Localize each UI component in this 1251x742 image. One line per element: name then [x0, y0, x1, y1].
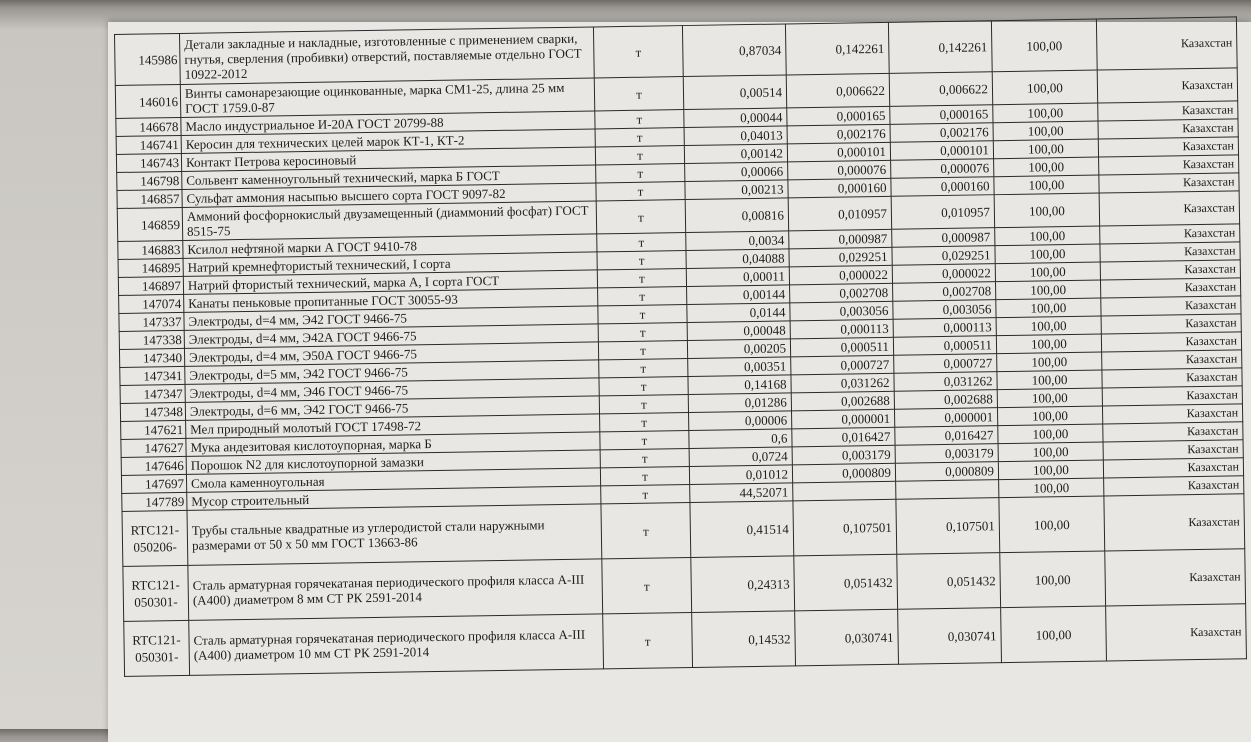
quantity-1-cell: 0,00044 — [684, 108, 787, 128]
quantity-3-cell: 0,000511 — [893, 336, 996, 356]
unit-cell: т — [598, 323, 687, 342]
quantity-3-cell: 0,031262 — [894, 372, 997, 392]
unit-cell: т — [595, 146, 684, 165]
item-code-cell: 147341 — [120, 366, 185, 385]
item-code-cell: 147627 — [121, 438, 186, 457]
country-cell: Казахстан — [1104, 476, 1244, 496]
quantity-1-cell: 0,00514 — [683, 75, 787, 110]
country-cell: Казахстан — [1103, 458, 1243, 478]
quantity-1-cell: 0,0724 — [689, 447, 792, 467]
percent-cell: 100,00 — [996, 316, 1101, 336]
country-cell: Казахстан — [1100, 278, 1240, 298]
item-code-cell: RTC121-050206- — [122, 510, 188, 566]
country-cell: Казахстан — [1100, 260, 1240, 280]
unit-cell: т — [601, 485, 690, 504]
percent-cell: 100,00 — [995, 226, 1100, 246]
country-cell: Казахстан — [1099, 155, 1239, 175]
quantity-1-cell: 0,87034 — [682, 24, 786, 77]
item-code-cell: 147646 — [121, 456, 186, 475]
item-name-cell: Электроды, d=4 мм, Э50А ГОСТ 9466-75 — [184, 342, 598, 367]
quantity-1-cell: 0,00816 — [685, 198, 789, 233]
country-cell: Казахстан — [1105, 549, 1246, 606]
quantity-1-cell: 0,00205 — [687, 339, 790, 359]
country-cell: Казахстан — [1099, 191, 1240, 226]
quantity-1-cell: 0,14532 — [692, 611, 796, 668]
item-name-cell: Электроды, d=5 мм, Э42 ГОСТ 9466-75 — [185, 360, 599, 385]
item-name-cell: Трубы стальные квадратные из углеродистой стали наружными размерами от 50 х 50 мм ГОСТ 13663-86 — [187, 504, 602, 565]
quantity-2-cell: 0,000511 — [790, 337, 893, 357]
percent-cell: 100,00 — [993, 103, 1098, 123]
percent-cell: 100,00 — [1001, 606, 1107, 663]
percent-cell: 100,00 — [991, 19, 1097, 72]
item-code-cell: 146857 — [117, 189, 182, 208]
unit-cell: т — [593, 26, 683, 78]
quantity-2-cell: 0,051432 — [794, 554, 898, 611]
percent-cell: 100,00 — [993, 139, 1098, 159]
unit-cell: т — [595, 110, 684, 129]
item-code-cell: 146798 — [117, 171, 182, 190]
quantity-3-cell: 0,002708 — [893, 282, 996, 302]
quantity-3-cell: 0,000987 — [892, 228, 995, 248]
country-cell: Казахстан — [1104, 494, 1245, 551]
quantity-2-cell: 0,000160 — [788, 178, 891, 198]
quantity-2-cell: 0,002176 — [787, 124, 890, 144]
country-cell: Казахстан — [1099, 173, 1239, 193]
quantity-2-cell: 0,000076 — [788, 160, 891, 180]
quantity-2-cell: 0,029251 — [789, 247, 892, 267]
quantity-3-cell: 0,000809 — [895, 462, 998, 482]
quantity-3-cell: 0,000001 — [894, 408, 997, 428]
unit-cell: т — [601, 503, 691, 559]
quantity-2-cell: 0,002688 — [791, 391, 894, 411]
item-code-cell: 147340 — [119, 348, 184, 367]
percent-cell: 100,00 — [997, 352, 1102, 372]
percent-cell: 100,00 — [997, 388, 1102, 408]
quantity-2-cell: 0,000987 — [789, 229, 892, 249]
item-code-cell: 146883 — [118, 240, 183, 259]
quantity-3-cell: 0,000160 — [891, 177, 994, 197]
country-cell: Казахстан — [1106, 604, 1247, 661]
percent-cell: 100,00 — [999, 478, 1104, 498]
quantity-3-cell: 0,003179 — [895, 444, 998, 464]
quantity-1-cell: 0,0144 — [687, 303, 790, 323]
unit-cell: т — [596, 182, 685, 201]
quantity-1-cell: 0,24313 — [691, 556, 795, 613]
item-name-cell: Смола каменноугольная — [186, 468, 600, 493]
percent-cell: 100,00 — [993, 121, 1098, 141]
quantity-2-cell: 0,010957 — [788, 196, 892, 231]
unit-cell: т — [598, 341, 687, 360]
quantity-3-cell: 0,000727 — [894, 354, 997, 374]
item-code-cell: RTC121-050301- — [124, 620, 190, 676]
percent-cell: 100,00 — [998, 460, 1103, 480]
item-code-cell: 146859 — [117, 207, 183, 241]
quantity-2-cell: 0,000001 — [792, 409, 895, 429]
item-code-cell: 147338 — [119, 330, 184, 349]
item-name-cell: Аммоний фосфорнокислый двузамещенный (диаммоний фосфат) ГОСТ 8515-75 — [182, 201, 596, 240]
country-cell: Казахстан — [1103, 440, 1243, 460]
quantity-3-cell: 0,142261 — [888, 21, 992, 74]
percent-cell: 100,00 — [994, 175, 1099, 195]
quantity-1-cell: 0,00006 — [689, 411, 792, 431]
quantity-2-cell: 0,000101 — [787, 142, 890, 162]
quantity-1-cell: 44,52071 — [690, 483, 793, 503]
item-code-cell: 146016 — [115, 84, 181, 118]
unit-cell: т — [600, 467, 689, 486]
country-cell: Казахстан — [1101, 332, 1241, 352]
item-name-cell: Мусор строительный — [187, 486, 601, 511]
item-code-cell: 147697 — [121, 474, 186, 493]
quantity-3-cell: 0,002688 — [894, 390, 997, 410]
item-code-cell: 145986 — [115, 33, 181, 85]
item-name-cell: Сталь арматурная горячекатаная периодического профиля класса А-III (А400) диаметром 10 мм СТ РК 2591-2014 — [189, 614, 604, 675]
country-cell: Казахстан — [1102, 386, 1242, 406]
item-name-cell: Натрий кремнефтористый технический, I сорта — [183, 252, 597, 277]
quantity-3-cell: 0,010957 — [891, 195, 995, 230]
percent-cell: 100,00 — [999, 496, 1105, 553]
quantity-2-cell — [793, 481, 896, 501]
unit-cell: т — [595, 128, 684, 147]
item-code-cell: 147348 — [120, 402, 185, 421]
item-code-cell: 147074 — [119, 294, 184, 313]
percent-cell: 100,00 — [995, 244, 1100, 264]
item-name-cell: Мел природный молотый ГОСТ 17498-72 — [186, 414, 600, 439]
quantity-2-cell: 0,030741 — [795, 609, 899, 666]
quantity-2-cell: 0,006622 — [786, 73, 890, 108]
unit-cell: т — [597, 233, 686, 252]
item-code-cell: 146678 — [116, 117, 181, 136]
quantity-1-cell: 0,00213 — [685, 180, 788, 200]
quantity-2-cell: 0,031262 — [791, 373, 894, 393]
country-cell: Казахстан — [1102, 368, 1242, 388]
quantity-1-cell: 0,00351 — [688, 357, 791, 377]
quantity-2-cell: 0,003056 — [790, 301, 893, 321]
quantity-3-cell: 0,016427 — [895, 426, 998, 446]
quantity-2-cell: 0,000727 — [791, 355, 894, 375]
unit-cell: т — [602, 558, 692, 614]
quantity-3-cell: 0,029251 — [892, 246, 995, 266]
item-code-cell: 147347 — [120, 384, 185, 403]
quantity-1-cell: 0,41514 — [690, 501, 794, 558]
item-name-cell: Электроды, d=6 мм, Э42 ГОСТ 9466-75 — [185, 396, 599, 421]
item-code-cell: 146741 — [116, 135, 181, 154]
resource-table-container — [114, 17, 1242, 677]
unit-cell: т — [596, 200, 686, 234]
unit-cell: т — [597, 251, 686, 270]
quantity-3-cell: 0,000165 — [890, 105, 993, 125]
quantity-3-cell: 0,002176 — [890, 123, 993, 143]
item-code-cell: 147337 — [119, 312, 184, 331]
country-cell: Казахстан — [1096, 17, 1237, 70]
country-cell: Казахстан — [1098, 101, 1238, 121]
country-cell: Казахстан — [1100, 242, 1240, 262]
unit-cell: т — [599, 359, 688, 378]
country-cell: Казахстан — [1100, 224, 1240, 244]
quantity-3-cell: 0,000101 — [890, 141, 993, 161]
quantity-1-cell: 0,04013 — [684, 126, 787, 146]
percent-cell: 100,00 — [997, 406, 1102, 426]
unit-cell: т — [598, 287, 687, 306]
percent-cell: 100,00 — [994, 193, 1100, 228]
item-name-cell: Керосин для технических целей марок КТ-1, КТ-2 — [181, 129, 595, 154]
item-code-cell: 146897 — [118, 276, 183, 295]
item-name-cell: Канаты пеньковые пропитанные ГОСТ 30055-93 — [184, 288, 598, 313]
percent-cell: 100,00 — [995, 262, 1100, 282]
quantity-1-cell: 0,0034 — [686, 231, 789, 251]
quantity-2-cell: 0,107501 — [793, 499, 897, 556]
unit-cell: т — [600, 449, 689, 468]
unit-cell: т — [596, 164, 685, 183]
quantity-1-cell: 0,01012 — [689, 465, 792, 485]
unit-cell: т — [599, 377, 688, 396]
unit-cell: т — [600, 431, 689, 450]
quantity-2-cell: 0,000165 — [787, 106, 890, 126]
quantity-3-cell: 0,107501 — [896, 498, 1000, 555]
item-code-cell: 147789 — [122, 492, 187, 511]
item-name-cell: Контакт Петрова керосиновый — [181, 147, 595, 172]
quantity-1-cell: 0,01286 — [688, 393, 791, 413]
country-cell: Казахстан — [1102, 404, 1242, 424]
quantity-1-cell: 0,6 — [689, 429, 792, 449]
country-cell: Казахстан — [1097, 68, 1238, 103]
quantity-1-cell: 0,00011 — [686, 267, 789, 287]
item-name-cell: Натрий фтористый технический, марка А, I сорта ГОСТ — [183, 270, 597, 295]
item-name-cell: Сульфат аммония насыпью высшего сорта ГОСТ 9097-82 — [182, 183, 596, 208]
item-name-cell: Винты самонарезающие оцинкованные, марка СМ1-25, длина 25 мм ГОСТ 1759.0-87 — [180, 78, 594, 117]
quantity-2-cell: 0,000022 — [789, 265, 892, 285]
country-cell: Казахстан — [1101, 296, 1241, 316]
percent-cell: 100,00 — [995, 280, 1100, 300]
unit-cell: т — [594, 77, 684, 111]
unit-cell: т — [600, 413, 689, 432]
item-name-cell: Порошок N2 для кислотоупорной замазки — [186, 450, 600, 475]
quantity-2-cell: 0,000113 — [790, 319, 893, 339]
item-code-cell: RTC121-050301- — [123, 565, 189, 621]
item-name-cell: Электроды, d=4 мм, Э42 ГОСТ 9466-75 — [184, 306, 598, 331]
percent-cell: 100,00 — [998, 424, 1103, 444]
quantity-3-cell: 0,000076 — [891, 159, 994, 179]
quantity-2-cell: 0,016427 — [792, 427, 895, 447]
item-name-cell: Электроды, d=4 мм, Э42А ГОСТ 9466-75 — [184, 324, 598, 349]
country-cell: Казахстан — [1098, 119, 1238, 139]
quantity-1-cell: 0,00048 — [687, 321, 790, 341]
quantity-1-cell: 0,00066 — [685, 162, 788, 182]
quantity-2-cell: 0,003179 — [792, 445, 895, 465]
item-name-cell: Мука андезитовая кислотоупорная, марка Б — [186, 432, 600, 457]
percent-cell: 100,00 — [997, 370, 1102, 390]
percent-cell: 100,00 — [996, 334, 1101, 354]
item-name-cell: Сталь арматурная горячекатаная периодического профиля класса А-III (А400) диаметром 8 мм СТ РК 2591-2014 — [188, 559, 603, 620]
quantity-3-cell: 0,051432 — [897, 553, 1001, 610]
quantity-1-cell: 0,00144 — [687, 285, 790, 305]
unit-cell: т — [597, 269, 686, 288]
resource-table — [114, 16, 1247, 677]
percent-cell: 100,00 — [1000, 551, 1106, 608]
quantity-3-cell — [896, 480, 999, 500]
percent-cell: 100,00 — [994, 157, 1099, 177]
quantity-3-cell: 0,006622 — [889, 72, 993, 107]
item-code-cell: 146895 — [118, 258, 183, 277]
item-name-cell: Электроды, d=4 мм, Э46 ГОСТ 9466-75 — [185, 378, 599, 403]
item-name-cell: Масло индустриальное И-20А ГОСТ 20799-88 — [181, 111, 595, 136]
quantity-3-cell: 0,030741 — [898, 608, 1002, 665]
unit-cell: т — [598, 305, 687, 324]
country-cell: Казахстан — [1101, 314, 1241, 334]
country-cell: Казахстан — [1098, 137, 1238, 157]
unit-cell: т — [599, 395, 688, 414]
item-code-cell: 146743 — [116, 153, 181, 172]
country-cell: Казахстан — [1102, 350, 1242, 370]
country-cell: Казахстан — [1103, 422, 1243, 442]
item-code-cell: 147621 — [121, 420, 186, 439]
unit-cell: т — [603, 612, 693, 668]
item-name-cell: Сольвент каменноугольный технический, марка Б ГОСТ — [182, 165, 596, 190]
percent-cell: 100,00 — [998, 442, 1103, 462]
percent-cell: 100,00 — [996, 298, 1101, 318]
item-name-cell: Ксилол нефтяной марки А ГОСТ 9410-78 — [183, 234, 597, 259]
quantity-1-cell: 0,00142 — [684, 144, 787, 164]
percent-cell: 100,00 — [992, 70, 1098, 105]
quantity-1-cell: 0,04088 — [686, 249, 789, 269]
quantity-1-cell: 0,14168 — [688, 375, 791, 395]
quantity-3-cell: 0,003056 — [893, 300, 996, 320]
quantity-3-cell: 0,000022 — [892, 264, 995, 284]
item-name-cell: Детали закладные и накладные, изготовленные с применением сварки, гнутья, сверления (пробивки) отверстий, поставляемые отдельно ГОСТ 10922-2012 — [179, 27, 594, 84]
quantity-2-cell: 0,002708 — [790, 283, 893, 303]
quantity-3-cell: 0,000113 — [893, 318, 996, 338]
quantity-2-cell: 0,142261 — [785, 22, 889, 75]
quantity-2-cell: 0,000809 — [792, 463, 895, 483]
